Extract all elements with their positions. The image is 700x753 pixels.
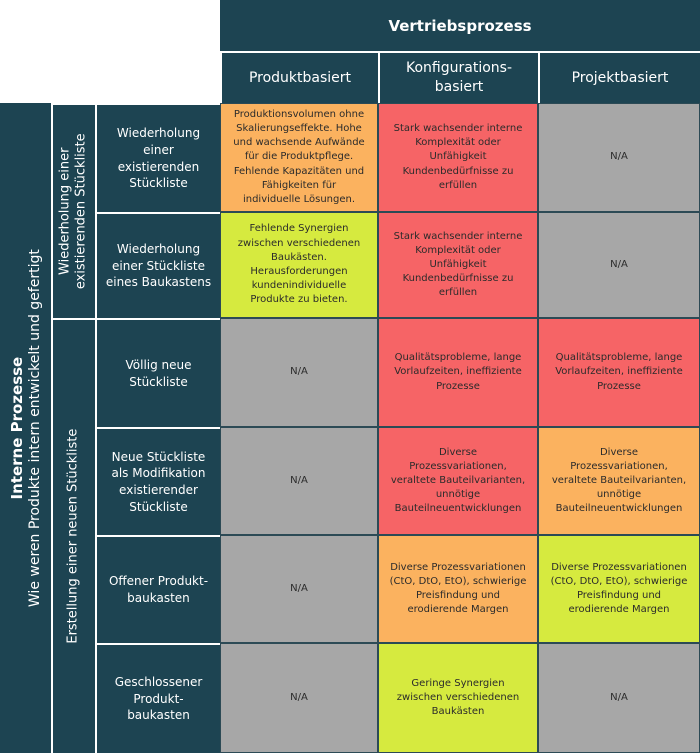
group-header-new-label: Erstellung einer neuen Stückliste bbox=[65, 428, 81, 645]
row-header-3: Völlig neue Stückliste bbox=[95, 318, 220, 427]
matrix-cell-r3-c1: N/A bbox=[220, 318, 378, 427]
outer-vertical-header bbox=[0, 103, 51, 753]
matrix-cell-r6-c2: Geringe Synergien zwischen verschiedenen Baukästen bbox=[378, 643, 538, 753]
matrix-cell-r4-c3: Diverse Prozessvariationen, veraltete Bauteilvarianten, unnötige Bauteilneuentwicklungen bbox=[538, 427, 700, 535]
matrix-cell-r2-c1: Fehlende Synergien zwischen verschiedenen Baukästen. Herausforderungen kundenindividuelle Produkte zu bieten. bbox=[220, 212, 378, 318]
matrix-cell-r6-c3: N/A bbox=[538, 643, 700, 753]
matrix-cell-r5-c3: Diverse Prozessvariationen (CtO, DtO, EtO), schwierige Preisfindung und erodierende Margen bbox=[538, 535, 700, 643]
row-header-6: Geschlossener Produkt- baukasten bbox=[95, 643, 220, 753]
row-header-2: Wiederholung einer Stückliste eines Baukastens bbox=[95, 212, 220, 318]
matrix-cell-r3-c3: Qualitätsprobleme, lange Vorlaufzeiten, ineffiziente Prozesse bbox=[538, 318, 700, 427]
matrix-cell-r6-c1: N/A bbox=[220, 643, 378, 753]
group-header-repeat-label: Wiederholung einer existierenden Stückliste bbox=[57, 133, 89, 290]
matrix-cell-r2-c2: Stark wachsender interne Komplexität oder Unfähigkeit Kundenbedürfnisse zu erfüllen bbox=[378, 212, 538, 318]
column-header-1: Produktbasiert bbox=[220, 51, 378, 103]
column-header-2: Konfigurations- basiert bbox=[378, 51, 538, 103]
matrix-cell-r5-c2: Diverse Prozessvariationen (CtO, DtO, EtO), schwierige Preisfindung und erodierende Margen bbox=[378, 535, 538, 643]
group-header-repeat bbox=[51, 103, 95, 318]
row-header-1: Wiederholung einer existierenden Stückliste bbox=[95, 103, 220, 212]
outer-header-subtitle: Wie weren Produkte intern entwickelt und gefertigt bbox=[26, 249, 43, 607]
matrix-cell-r1-c2: Stark wachsender interne Komplexität oder Unfähigkeit Kundenbedürfnisse zu erfüllen bbox=[378, 103, 538, 212]
column-header-3: Projektbasiert bbox=[538, 51, 700, 103]
row-header-4: Neue Stückliste als Modifikation existierender Stückliste bbox=[95, 427, 220, 535]
matrix-cell-r4-c1: N/A bbox=[220, 427, 378, 535]
group-header-new bbox=[51, 318, 95, 753]
outer-header-title: Interne Prozesse bbox=[7, 356, 26, 500]
matrix-cell-r3-c2: Qualitätsprobleme, lange Vorlaufzeiten, ineffiziente Prozesse bbox=[378, 318, 538, 427]
matrix-cell-r4-c2: Diverse Prozessvariationen, veraltete Bauteilvarianten, unnötige Bauteilneuentwicklungen bbox=[378, 427, 538, 535]
matrix-cell-r1-c3: N/A bbox=[538, 103, 700, 212]
row-header-5: Offener Produkt- baukasten bbox=[95, 535, 220, 643]
header-title: Vertriebsprozess bbox=[220, 0, 700, 51]
matrix-cell-r5-c1: N/A bbox=[220, 535, 378, 643]
matrix-cell-r1-c1: Produktionsvolumen ohne Skalierungseffekte. Hohe und wachsende Aufwände für die Produktpflege. Fehlende Kapazitäten und Fähigkeiten für individuelle Lösungen. bbox=[220, 103, 378, 212]
matrix-cell-r2-c3: N/A bbox=[538, 212, 700, 318]
